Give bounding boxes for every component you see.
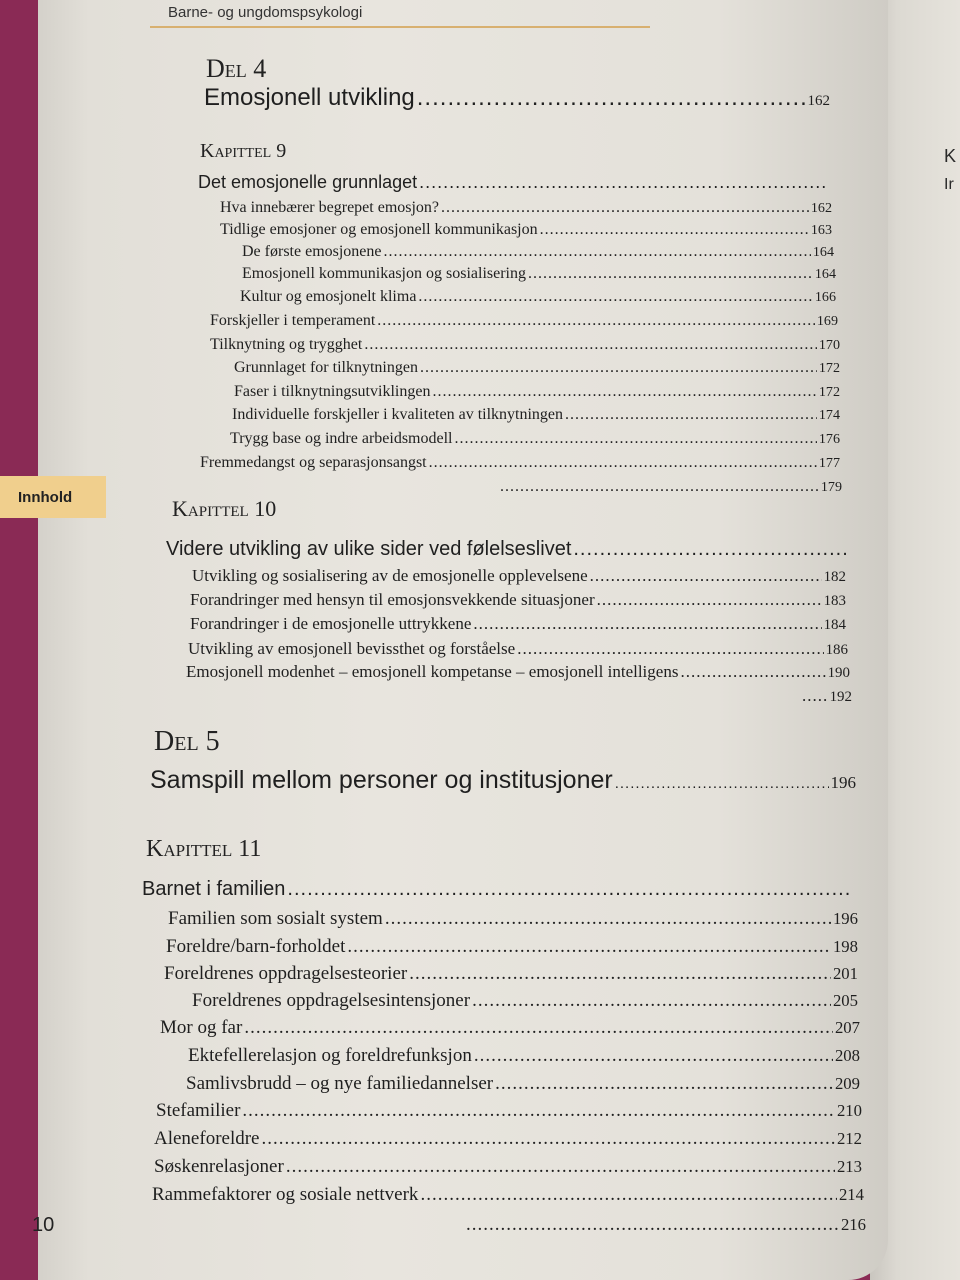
leader-dots [802, 686, 828, 706]
chapter-heading-row [198, 172, 828, 193]
page-ref: 174 [818, 407, 840, 423]
leader-dots [500, 478, 819, 496]
leader-dots [242, 1100, 835, 1122]
entry-title: Fremmedangst og separasjonsangst [200, 454, 427, 471]
toc-entry [200, 454, 840, 472]
entry-title: Samlivsbrudd – og nye familiedannelser [186, 1073, 494, 1094]
toc-entry [156, 1100, 862, 1122]
toc-entry [190, 614, 846, 634]
page-number: 10 [32, 1214, 55, 1236]
page-ref: 182 [823, 569, 846, 585]
entry-title: Grunnlaget for tilknytningen [234, 359, 418, 376]
leader-dots [419, 172, 826, 193]
chapter-label: Kapittel 10 [172, 496, 277, 521]
toc-entry [186, 662, 850, 682]
chapter-heading-row [166, 538, 848, 561]
toc-entry [800, 686, 852, 706]
page-ref: 184 [823, 617, 846, 633]
page-ref: 172 [818, 384, 840, 400]
entry-title: Emosjonell modenhet – emosjonell kompetanse – emosjonell intelligens [186, 662, 679, 681]
entry-title: De første emosjonene [242, 243, 382, 260]
toc-entry [464, 1214, 866, 1236]
facing-page-text-1: K [944, 146, 957, 166]
part-label: Del 4 [206, 54, 267, 83]
entry-title: Foreldre/barn-forholdet [166, 936, 346, 957]
toc-entry [498, 478, 842, 496]
leader-dots [364, 336, 817, 354]
page-ref: 172 [818, 360, 840, 376]
page-ref: 164 [814, 266, 836, 282]
leader-dots [441, 199, 809, 217]
leader-dots [472, 990, 831, 1012]
leader-dots [466, 1214, 839, 1236]
page-ref: 198 [832, 937, 858, 956]
toc-entry [192, 566, 846, 586]
page-ref: 192 [829, 689, 852, 705]
entry-title: Tidlige emosjoner og emosjonell kommunikasjon [220, 221, 538, 238]
running-header: Barne- og ungdomspsykologi [168, 4, 363, 21]
entry-title: Individuelle forskjeller i kvaliteten av tilknytningen [232, 406, 564, 423]
page-ref: 201 [832, 964, 858, 983]
page-ref: 179 [820, 479, 842, 495]
header-rule [150, 26, 650, 28]
toc-entry [188, 639, 848, 659]
leader-dots [680, 662, 825, 682]
toc-entry [242, 243, 834, 261]
entry-title: Foreldrenes oppdragelsesintensjoner [192, 990, 471, 1011]
page-ref: 213 [836, 1157, 862, 1176]
page-ref: 207 [834, 1018, 860, 1037]
entry-title: Trygg base og indre arbeidsmodell [230, 430, 453, 447]
toc-entry [190, 590, 846, 610]
page-ref: 177 [818, 455, 840, 471]
entry-title: Forandringer med hensyn til emosjonsvekkende situasjoner [190, 590, 595, 609]
leader-dots [418, 288, 812, 306]
leader-dots [473, 614, 821, 634]
entry-title: Aleneforeldre [154, 1128, 260, 1149]
leader-dots [495, 1073, 833, 1095]
entry-title: Familien som sosialt system [168, 908, 383, 929]
page-ref: 164 [812, 244, 834, 260]
entry-title: Faser i tilknytningsutviklingen [234, 383, 431, 400]
leader-dots [385, 908, 831, 930]
entry-title: Utvikling og sosialisering av de emosjonelle opplevelsene [192, 566, 588, 585]
leader-dots [377, 312, 815, 330]
contents-tab: Innhold [0, 476, 106, 518]
toc-entry [160, 1017, 860, 1039]
entry-title: Ektefellerelasjon og foreldrefunksjon [188, 1045, 472, 1066]
page-ref: 196 [830, 773, 856, 792]
chapter-heading: Videre utvikling av ulike sider ved følelseslivet [166, 538, 572, 560]
leader-dots [573, 538, 846, 561]
toc-entry [210, 336, 840, 354]
toc-entry [230, 430, 840, 448]
leader-dots [409, 963, 831, 985]
leader-dots [540, 221, 809, 239]
entry-title: Stefamilier [156, 1100, 241, 1121]
toc-entry [234, 359, 840, 377]
entry-title: Hva innebærer begrepet emosjon? [220, 199, 440, 216]
toc-entry [166, 936, 858, 958]
leader-dots [429, 454, 817, 472]
page-ref: 176 [818, 431, 840, 447]
entry-title: Tilknytning og trygghet [210, 336, 363, 353]
toc-entry [192, 990, 858, 1012]
page-ref: 210 [836, 1101, 862, 1120]
part-title-row [204, 84, 830, 112]
leader-dots [420, 1184, 837, 1206]
leader-dots [286, 1156, 835, 1178]
entry-title: Kultur og emosjonelt klima [240, 288, 417, 305]
leader-dots [474, 1045, 833, 1067]
page-ref: 212 [836, 1129, 862, 1148]
chapter-heading-row [142, 878, 854, 901]
part-title: Emosjonell utvikling [204, 84, 415, 111]
part-title-row [150, 766, 856, 795]
entry-title: Forskjeller i temperament [210, 312, 376, 329]
part-title: Samspill mellom personer og institusjoner [150, 766, 613, 794]
leader-dots [597, 590, 822, 610]
leader-dots [287, 878, 852, 901]
page-ref: 186 [825, 642, 848, 658]
page-ref: 162 [810, 200, 832, 216]
page-ref: 163 [810, 222, 832, 238]
leader-dots [565, 406, 817, 424]
leader-dots [417, 84, 806, 112]
entry-title: Søskenrelasjoner [154, 1156, 284, 1177]
leader-dots [347, 936, 831, 958]
toc-entry [186, 1073, 860, 1095]
entry-title: Utvikling av emosjonell bevissthet og forståelse [188, 639, 516, 658]
facing-page-text-2: Ir [944, 176, 954, 193]
page-ref: 190 [827, 665, 850, 681]
page-ref: 166 [814, 289, 836, 305]
chapter-heading: Det emosjonelle grunnlaget [198, 172, 418, 192]
toc-entry [210, 312, 838, 330]
entry-title: Emosjonell kommunikasjon og sosialisering [242, 265, 526, 282]
chapter-heading: Barnet i familien [142, 878, 286, 900]
toc-entry [240, 288, 836, 306]
page-ref: 162 [807, 93, 830, 109]
entry-title: Foreldrenes oppdragelsesteorier [164, 963, 408, 984]
leader-dots [590, 566, 822, 586]
entry-title: Rammefaktorer og sosiale nettverk [152, 1184, 419, 1205]
leader-dots [420, 359, 817, 377]
page-ref: 216 [840, 1215, 866, 1234]
toc-entry [154, 1128, 862, 1150]
toc-entry [154, 1156, 862, 1178]
leader-dots [517, 639, 823, 659]
toc-entry [232, 406, 840, 424]
leader-dots [262, 1128, 835, 1150]
chapter-label: Kapittel 9 [200, 140, 287, 162]
entry-title: Forandringer i de emosjonelle uttrykkene [190, 614, 472, 633]
leader-dots [454, 430, 816, 448]
entry-title: Mor og far [160, 1017, 243, 1038]
toc-entry [220, 221, 832, 239]
page-ref: 214 [838, 1185, 864, 1204]
toc-entry [234, 383, 840, 401]
toc-entry [220, 199, 832, 217]
leader-dots [528, 265, 813, 283]
toc-entry [152, 1184, 864, 1206]
page-ref: 183 [823, 593, 846, 609]
leader-dots [615, 775, 829, 792]
toc-entry [188, 1045, 860, 1067]
page-ref: 205 [832, 991, 858, 1010]
page-ref: 169 [816, 313, 838, 329]
leader-dots [244, 1017, 833, 1039]
toc-entry [242, 265, 836, 283]
leader-dots [432, 383, 816, 401]
leader-dots [384, 243, 811, 261]
toc-entry [168, 908, 858, 930]
chapter-label: Kapittel 11 [146, 836, 262, 862]
page-ref: 209 [834, 1074, 860, 1093]
page-ref: 208 [834, 1046, 860, 1065]
page-ref: 170 [818, 337, 840, 353]
part-label: Del 5 [154, 726, 220, 757]
page-ref: 196 [832, 909, 858, 928]
toc-entry [164, 963, 858, 985]
